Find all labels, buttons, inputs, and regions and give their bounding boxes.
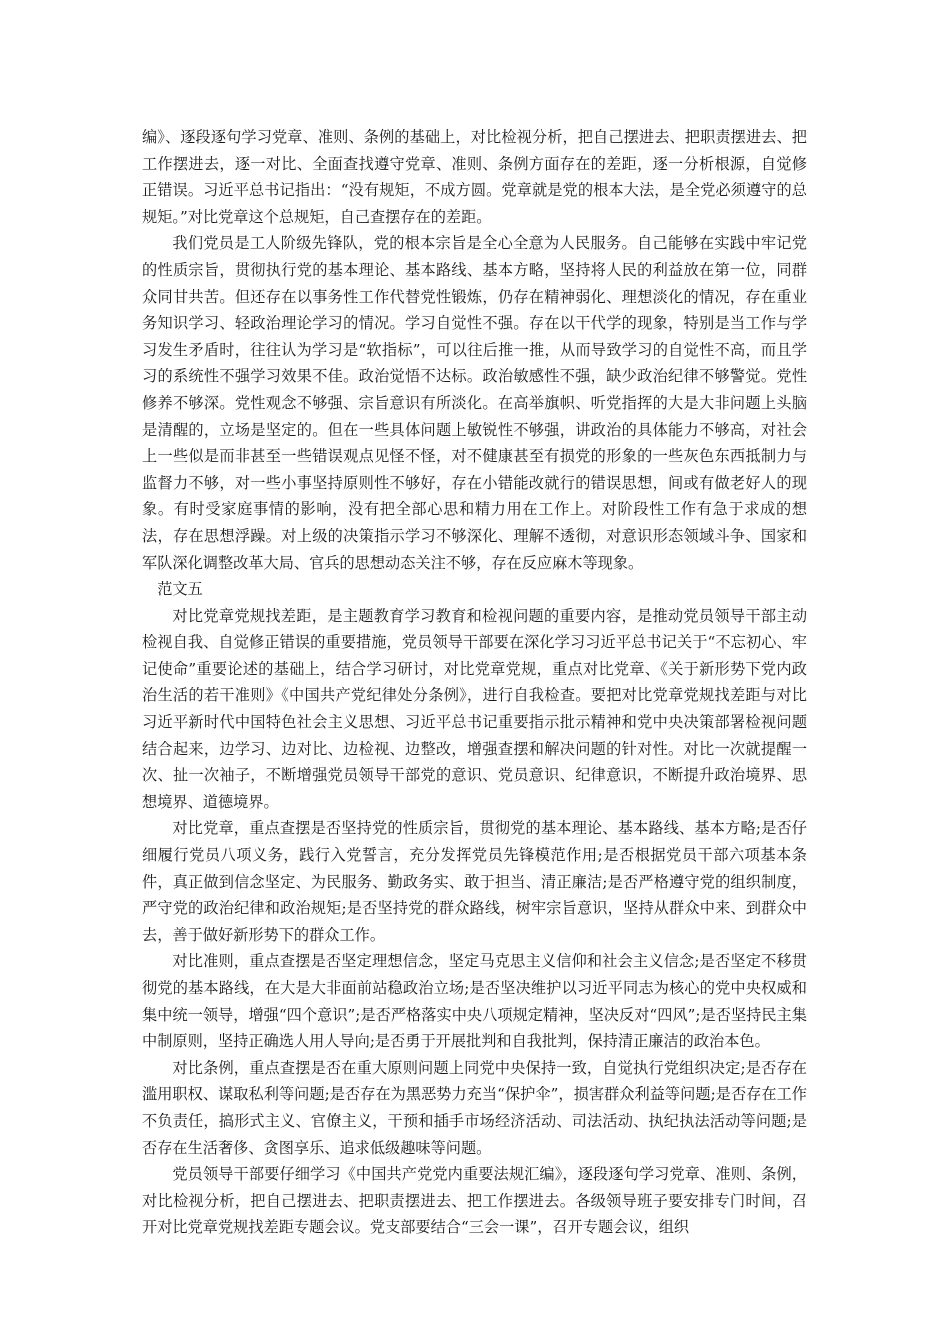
- paragraph-party-members: 我们党员是工人阶级先锋队，党的根本宗旨是全心全意为人民服务。自己能够在实践中牢记党的性质宗旨，贯彻执行党的基本理论、基本路线、基本方略，坚持将人民的利益放在第一位，同群众同甘共苦。但还存在以事务性工作代替党性锻炼，仍存在精神弱化、理想淡化的情况，存在重业务知识学习、轻政治理论学习的情况。学习自觉性不强。存在以干代学的现象，特别是当工作与学习发生矛盾时，往往认为学习是“软指标”，可以往后推一推，从而导致学习的自觉性不高，而且学习的系统性不强学习效果不佳。政治觉悟不达标。政治敏感性不强，缺少政治纪律不够警觉。党性修养不够深。党性观念不够强、宗旨意识有所淡化。在高举旗帜、听党指挥的大是大非问题上头脑是清醒的，立场是坚定的。但在一些具体问题上敏锐性不够强，讲政治的具体能力不够高，对社会上一些似是而非甚至一些错误观点见怪不怪，对不健康甚至有损党的形象的一些灰色东西抵制力与监督力不够，对一些小事坚持原则性不够好，存在小错能改就行的错误思想，间或有做老好人的现象。有时受家庭事情的影响，没有把全部心思和精力用在工作上。对阶段性工作有急于求成的想法，存在思想浮躁。对上级的决策指示学习不够深化、理解不透彻，对意识形态领域斗争、国家和军队深化调整改革大局、官兵的思想动态关注不够，存在反应麻木等现象。: [142, 234, 807, 572]
- section-heading-sample-five: 范文五: [157, 580, 203, 599]
- paragraph-compare-regulations: 对比条例，重点查摆是否在重大原则问题上同党中央保持一致，自觉执行党组织决定;是否存在滥用职权、谋取私利等问题;是否存在为黑恶势力充当“保护伞”，损害群众利益等问题;是否存在工作不负责任，搞形式主义、官僚主义，干预和插手市场经济活动、司法活动、执纪执法活动等问题;是否存在生活奢侈、贪图享乐、追求低级趣味等问题。: [142, 1058, 807, 1157]
- paragraph-study-requirement: 党员领导干部要仔细学习《中国共产党党内重要法规汇编》，逐段逐句学习党章、准则、条例，对比检视分析，把自己摆进去、把职责摆进去、把工作摆进去。各级领导班子要安排专门时间，召开对比党章党规找差距专题会议。党支部要结合“三会一课”，召开专题会议，组织: [142, 1165, 807, 1237]
- paragraph-compare-guidelines: 对比准则，重点查摆是否坚定理想信念，坚定马克思主义信仰和社会主义信念;是否坚定不移贯彻党的基本路线，在大是大非面前站稳政治立场;是否坚决维护以习近平同志为核心的党中央权威和集中统一领导，增强“四个意识”;是否严格落实中央八项规定精神，坚决反对“四风”;是否坚持民主集中制原则，坚持正确选人用人导向;是否勇于开展批判和自我批判，保持清正廉洁的政治本色。: [142, 952, 807, 1051]
- document-body: [142, 124, 807, 1241]
- paragraph-continuation: 编》、逐段逐句学习党章、准则、条例的基础上，对比检视分析，把自己摆进去、把职责摆进去、把工作摆进去，逐一对比、全面查找遵守党章、准则、条例方面存在的差距，逐一分析根源，自觉修正错误。习近平总书记指出：“没有规矩，不成方圆。党章就是党的根本大法，是全党必须遵守的总规矩。”对比党章这个总规矩，自己查摆存在的差距。: [142, 128, 807, 226]
- paragraph-intro-compare: 对比党章党规找差距，是主题教育学习教育和检视问题的重要内容，是推动党员领导干部主动检视自我、自觉修正错误的重要措施，党员领导干部要在深化学习习近平总书记关于“不忘初心、牢记使命”重要论述的基础上，结合学习研讨，对比党章党规，重点对比党章、《关于新形势下党内政治生活的若干准则》《中国共产党纪律处分条例》，进行自我检查。要把对比党章党规找差距与对比习近平新时代中国特色社会主义思想、习近平总书记重要指示批示精神和党中央决策部署检视问题结合起来，边学习、边对比、边检视、边整改，增强查摆和解决问题的针对性。对比一次就提醒一次、扯一次袖子，不断增强党员领导干部党的意识、党员意识、纪律意识，不断提升政治境界、思想境界、道德境界。: [142, 606, 807, 811]
- paragraph-compare-charter: 对比党章，重点查摆是否坚持党的性质宗旨，贯彻党的基本理论、基本路线、基本方略;是否仔细履行党员八项义务，践行入党誓言，充分发挥党员先锋模范作用;是否根据党员干部六项基本条件，真正做到信念坚定、为民服务、勤政务实、敢于担当、清正廉洁;是否严格遵守党的组织制度，严守党的政治纪律和政治规矩;是否坚持党的群众路线，树牢宗旨意识，坚持从群众中来、到群众中去，善于做好新形势下的群众工作。: [142, 819, 807, 944]
